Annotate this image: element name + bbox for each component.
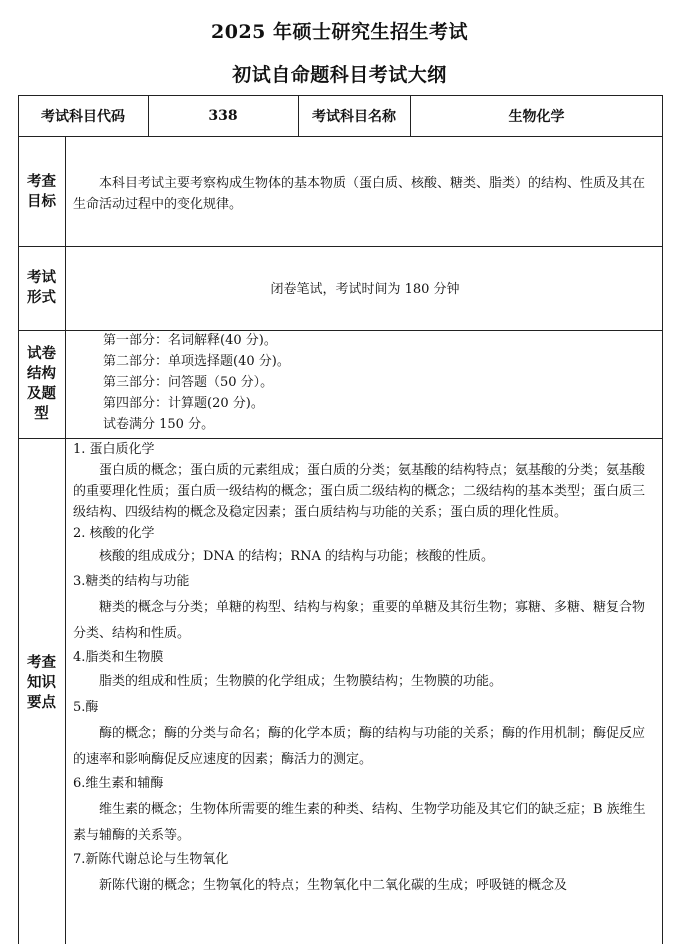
section-body: 脂类的组成和性质；生物膜的化学组成；生物膜结构；生物膜的功能。: [99, 674, 503, 689]
section-heading: 3.糖类的结构与功能: [73, 574, 190, 589]
knowledge-label-text: 考查知识要点: [27, 654, 56, 711]
divider: [65, 136, 66, 944]
section-body: 酶的概念；酶的分类与命名；酶的化学本质；酶的结构与功能的关系；酶的作用机制；酶促反应的速率和影响酶促反应速度的因素；酶活力的测定。: [73, 726, 646, 767]
form-label-text: 考试形式: [27, 269, 56, 306]
structure-label-text: 试卷结构及题型: [27, 345, 56, 422]
structure-item: 第四部分：计算题(20 分)。: [103, 396, 264, 411]
divider: [18, 136, 663, 137]
structure-list: [103, 330, 679, 435]
objective-label: [18, 166, 65, 218]
section-heading: 6.维生素和辅酶: [73, 776, 164, 791]
subject-name-value: 生物化学: [508, 108, 565, 125]
section-body: 维生素的概念；生物体所需要的维生素的种类、结构、生物学功能及其它们的缺乏症；B 族维生素与辅酶的关系等。: [73, 802, 646, 843]
divider: [18, 246, 663, 247]
document-subtitle: 初试自命题科目考试大纲: [232, 64, 447, 86]
section-heading: 5.酶: [73, 700, 99, 715]
section-heading: 7.新陈代谢总论与生物氧化: [73, 852, 229, 867]
structure-item: 第一部分：名词解释(40 分)。: [103, 333, 277, 348]
knowledge-list: [73, 439, 657, 899]
form-label: [18, 268, 65, 308]
section-body: 新陈代谢的概念；生物氧化的特点；生物氧化中二氧化碳的生成；呼吸链的概念及: [99, 878, 568, 893]
structure-item: 试卷满分 150 分。: [103, 417, 215, 432]
section-heading: 4.脂类和生物膜: [73, 650, 164, 665]
subject-code-value: 338: [208, 107, 238, 124]
objective-text: 本科目考试主要考察构成生物体的基本物质（蛋白质、核酸、糖类、脂类）的结构、性质及其在生命活动过程中的变化规律。: [73, 176, 646, 212]
subject-name-label: 考试科目名称: [312, 108, 396, 125]
section-heading: 2. 核酸的化学: [73, 526, 155, 541]
section-body: 糖类的概念与分类；单糖的构型、结构与构象；重要的单糖及其衍生物；寡糖、多糖、糖复合物分类、结构和性质。: [73, 600, 646, 641]
structure-item: 第二部分：单项选择题(40 分)。: [103, 354, 290, 369]
document-title: 2025 年硕士研究生招生考试: [211, 21, 468, 43]
structure-item: 第三部分：问答题（50 分）。: [103, 375, 274, 390]
form-text: 闭卷笔试，考试时间为 180 分钟: [270, 282, 460, 297]
section-heading: 1. 蛋白质化学: [73, 442, 155, 457]
section-body: 核酸的组成成分；DNA 的结构；RNA 的结构与功能；核酸的性质。: [99, 549, 495, 564]
subject-code-label: 考试科目代码: [41, 108, 125, 125]
structure-label: [18, 343, 65, 425]
knowledge-label: [18, 652, 65, 714]
objective-label-text: 考查目标: [27, 173, 56, 210]
section-body: 蛋白质的概念；蛋白质的元素组成；蛋白质的分类；氨基酸的结构特点；氨基酸的分类；氨基酸的重要理化性质；蛋白质一级结构的概念；蛋白质二级结构的概念；二级结构的基本类型；蛋白质三级结构、四级结构的概念及稳定因素；蛋白质结构与功能的关系；蛋白质的理化性质。: [73, 463, 646, 520]
